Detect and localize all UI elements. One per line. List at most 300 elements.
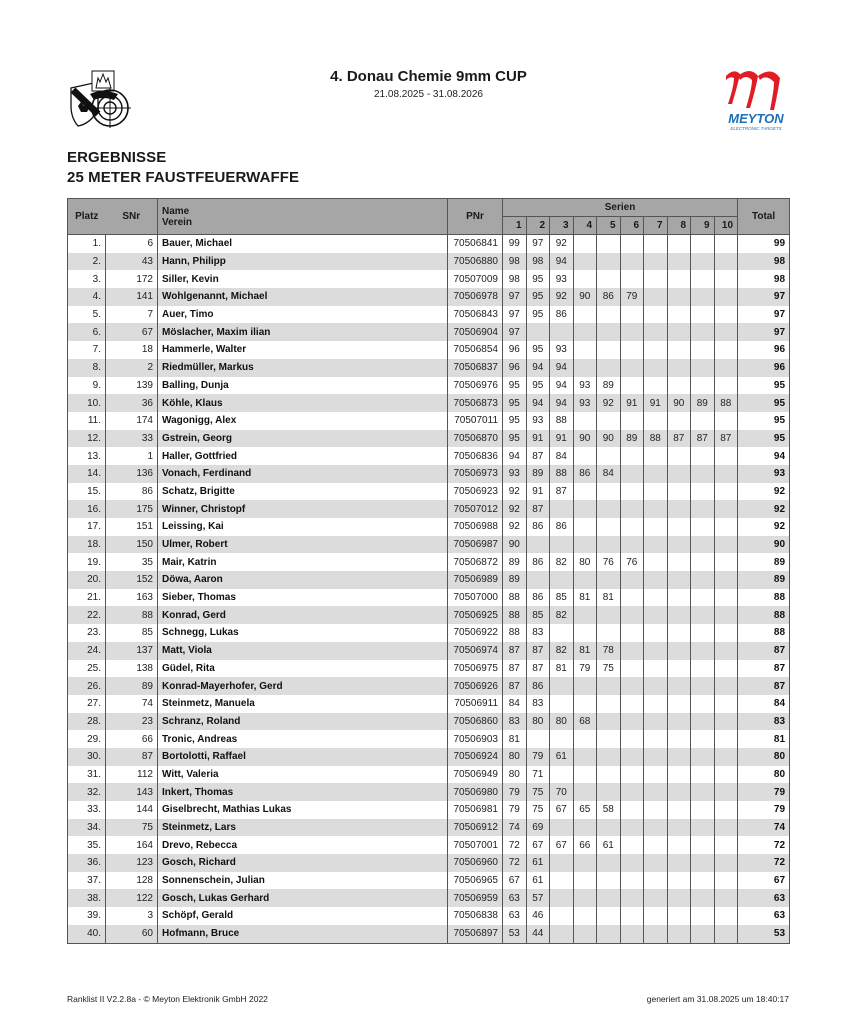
series-score-cell: [667, 589, 691, 607]
series-score-cell: [667, 483, 691, 501]
series-score-cell: 94: [550, 253, 574, 271]
series-score-cell: [550, 766, 574, 784]
table-row: [68, 536, 790, 554]
series-score-cell: [714, 766, 738, 784]
series-score-cell: 97: [503, 306, 527, 324]
total-score-cell: 97: [738, 323, 790, 341]
series-score-cell: 86: [526, 518, 550, 536]
series-score-cell: 86: [526, 677, 550, 695]
start-number-cell: 67: [106, 323, 158, 341]
series-score-cell: [620, 748, 644, 766]
column-header-name: Name: [162, 205, 190, 217]
pass-number-cell: 70506975: [448, 660, 503, 678]
series-score-cell: [714, 801, 738, 819]
shooter-name-cell: Riedmüller, Markus: [158, 359, 448, 377]
series-score-cell: [667, 819, 691, 837]
date-range: 21.08.2025 - 31.08.2026: [374, 89, 483, 100]
total-score-cell: 79: [738, 783, 790, 801]
series-score-cell: [714, 306, 738, 324]
pass-number-cell: 70506960: [448, 854, 503, 872]
start-number-cell: 175: [106, 500, 158, 518]
pass-number-cell: 70506989: [448, 571, 503, 589]
series-score-cell: [714, 483, 738, 501]
rank-cell: 34.: [68, 819, 106, 837]
rank-cell: 10.: [68, 394, 106, 412]
series-score-cell: [667, 536, 691, 554]
series-score-cell: [550, 730, 574, 748]
series-score-cell: [573, 925, 597, 943]
column-header-snr: SNr: [106, 199, 158, 235]
series-score-cell: [667, 695, 691, 713]
rank-cell: 37.: [68, 872, 106, 890]
series-score-cell: [550, 677, 574, 695]
series-score-cell: [691, 288, 715, 306]
column-header-series-9: 9: [691, 217, 715, 235]
total-score-cell: 95: [738, 412, 790, 430]
series-score-cell: 98: [503, 253, 527, 271]
total-score-cell: 92: [738, 483, 790, 501]
shooter-name-cell: Matt, Viola: [158, 642, 448, 660]
total-score-cell: 98: [738, 253, 790, 271]
series-score-cell: 63: [503, 889, 527, 907]
series-score-cell: [667, 783, 691, 801]
table-row: [68, 253, 790, 271]
series-score-cell: [620, 359, 644, 377]
column-header-platz: Platz: [68, 199, 106, 235]
series-score-cell: [714, 836, 738, 854]
series-score-cell: [691, 341, 715, 359]
series-score-cell: 53: [503, 925, 527, 943]
series-score-cell: [597, 571, 621, 589]
series-score-cell: [620, 323, 644, 341]
series-score-cell: 98: [503, 270, 527, 288]
pass-number-cell: 70506981: [448, 801, 503, 819]
series-score-cell: 79: [573, 660, 597, 678]
shooter-name-cell: Haller, Gottfried: [158, 447, 448, 465]
series-score-cell: [597, 925, 621, 943]
series-score-cell: [550, 872, 574, 890]
series-score-cell: 88: [714, 394, 738, 412]
shooter-name-cell: Konrad-Mayerhofer, Gerd: [158, 677, 448, 695]
series-score-cell: 94: [550, 394, 574, 412]
series-score-cell: [620, 783, 644, 801]
meyton-brand: MEYTON: [728, 111, 784, 126]
pass-number-cell: 70506965: [448, 872, 503, 890]
pass-number-cell: 70507000: [448, 589, 503, 607]
series-score-cell: 91: [526, 430, 550, 448]
series-score-cell: [667, 447, 691, 465]
rank-cell: 11.: [68, 412, 106, 430]
series-score-cell: 65: [573, 801, 597, 819]
series-score-cell: 61: [526, 854, 550, 872]
series-score-cell: [644, 730, 668, 748]
table-row: [68, 235, 790, 253]
series-score-cell: [667, 323, 691, 341]
series-score-cell: [573, 270, 597, 288]
series-score-cell: [597, 341, 621, 359]
series-score-cell: [644, 801, 668, 819]
series-score-cell: 89: [503, 571, 527, 589]
series-score-cell: 85: [550, 589, 574, 607]
series-score-cell: [667, 235, 691, 253]
start-number-cell: 3: [106, 907, 158, 925]
rank-cell: 23.: [68, 624, 106, 642]
shooter-name-cell: Köhle, Klaus: [158, 394, 448, 412]
series-score-cell: 96: [503, 359, 527, 377]
series-score-cell: 89: [597, 377, 621, 395]
series-score-cell: 88: [503, 589, 527, 607]
series-score-cell: [691, 253, 715, 271]
rank-cell: 27.: [68, 695, 106, 713]
series-score-cell: [644, 571, 668, 589]
series-score-cell: [691, 323, 715, 341]
series-score-cell: [714, 606, 738, 624]
series-score-cell: [691, 412, 715, 430]
series-score-cell: [714, 253, 738, 271]
start-number-cell: 143: [106, 783, 158, 801]
series-score-cell: 81: [597, 589, 621, 607]
series-score-cell: [573, 783, 597, 801]
series-score-cell: 57: [526, 889, 550, 907]
start-number-cell: 88: [106, 606, 158, 624]
series-score-cell: [597, 677, 621, 695]
series-score-cell: [644, 925, 668, 943]
series-score-cell: 85: [526, 606, 550, 624]
start-number-cell: 7: [106, 306, 158, 324]
total-score-cell: 95: [738, 394, 790, 412]
rank-cell: 3.: [68, 270, 106, 288]
series-score-cell: [667, 748, 691, 766]
series-score-cell: [573, 500, 597, 518]
rank-cell: 15.: [68, 483, 106, 501]
shooter-name-cell: Leissing, Kai: [158, 518, 448, 536]
shooter-name-cell: Sonnenschein, Julian: [158, 872, 448, 890]
series-score-cell: [597, 412, 621, 430]
series-score-cell: [620, 447, 644, 465]
table-row: [68, 660, 790, 678]
series-score-cell: 80: [526, 713, 550, 731]
total-score-cell: 90: [738, 536, 790, 554]
pass-number-cell: 70506838: [448, 907, 503, 925]
total-score-cell: 67: [738, 872, 790, 890]
pass-number-cell: 70506837: [448, 359, 503, 377]
series-score-cell: [620, 642, 644, 660]
series-score-cell: [667, 836, 691, 854]
series-score-cell: [667, 606, 691, 624]
table-row: [68, 872, 790, 890]
series-score-cell: [644, 465, 668, 483]
series-score-cell: [573, 695, 597, 713]
pass-number-cell: 70506924: [448, 748, 503, 766]
series-score-cell: 83: [526, 624, 550, 642]
series-score-cell: [714, 235, 738, 253]
total-score-cell: 83: [738, 713, 790, 731]
total-score-cell: 97: [738, 306, 790, 324]
series-score-cell: [526, 323, 550, 341]
series-score-cell: [667, 889, 691, 907]
series-score-cell: [714, 713, 738, 731]
series-score-cell: [620, 819, 644, 837]
table-row: [68, 606, 790, 624]
series-score-cell: [573, 872, 597, 890]
table-row: [68, 323, 790, 341]
series-score-cell: [550, 323, 574, 341]
series-score-cell: [667, 412, 691, 430]
rank-cell: 19.: [68, 553, 106, 571]
series-score-cell: 79: [503, 801, 527, 819]
series-score-cell: [644, 854, 668, 872]
results-table: [67, 198, 790, 944]
series-score-cell: [550, 571, 574, 589]
series-score-cell: 81: [503, 730, 527, 748]
table-row: [68, 359, 790, 377]
shooter-name-cell: Schnegg, Lukas: [158, 624, 448, 642]
series-score-cell: 70: [550, 783, 574, 801]
series-score-cell: [644, 589, 668, 607]
series-score-cell: 67: [550, 801, 574, 819]
total-score-cell: 72: [738, 854, 790, 872]
series-score-cell: [714, 660, 738, 678]
pass-number-cell: 70506872: [448, 553, 503, 571]
series-score-cell: [550, 624, 574, 642]
series-score-cell: [597, 624, 621, 642]
rank-cell: 6.: [68, 323, 106, 341]
series-score-cell: [573, 306, 597, 324]
total-score-cell: 93: [738, 465, 790, 483]
series-score-cell: 90: [503, 536, 527, 554]
total-score-cell: 95: [738, 430, 790, 448]
rank-cell: 8.: [68, 359, 106, 377]
series-score-cell: [597, 323, 621, 341]
series-score-cell: 87: [691, 430, 715, 448]
total-score-cell: 80: [738, 748, 790, 766]
series-score-cell: [644, 235, 668, 253]
series-score-cell: [644, 483, 668, 501]
pass-number-cell: 70507012: [448, 500, 503, 518]
total-score-cell: 97: [738, 288, 790, 306]
series-score-cell: 84: [597, 465, 621, 483]
series-score-cell: 83: [526, 695, 550, 713]
series-score-cell: [620, 695, 644, 713]
series-score-cell: [714, 730, 738, 748]
series-score-cell: [550, 536, 574, 554]
series-score-cell: [550, 925, 574, 943]
series-score-cell: 87: [503, 677, 527, 695]
series-score-cell: [714, 819, 738, 837]
start-number-cell: 151: [106, 518, 158, 536]
rank-cell: 7.: [68, 341, 106, 359]
rank-cell: 30.: [68, 748, 106, 766]
series-score-cell: [620, 412, 644, 430]
table-row: [68, 695, 790, 713]
column-header-verein: Verein: [162, 216, 193, 228]
series-score-cell: [667, 854, 691, 872]
series-score-cell: [597, 483, 621, 501]
series-score-cell: 61: [526, 872, 550, 890]
series-score-cell: [644, 872, 668, 890]
shooter-name-cell: Sieber, Thomas: [158, 589, 448, 607]
series-score-cell: [597, 872, 621, 890]
series-score-cell: 75: [526, 801, 550, 819]
series-score-cell: [597, 306, 621, 324]
series-score-cell: [620, 270, 644, 288]
series-score-cell: [644, 642, 668, 660]
rank-cell: 20.: [68, 571, 106, 589]
table-row: [68, 854, 790, 872]
shooter-name-cell: Drevo, Rebecca: [158, 836, 448, 854]
series-score-cell: [644, 377, 668, 395]
series-score-cell: 87: [526, 500, 550, 518]
series-score-cell: [691, 836, 715, 854]
series-score-cell: 58: [597, 801, 621, 819]
series-score-cell: [550, 854, 574, 872]
series-score-cell: [667, 465, 691, 483]
series-score-cell: 91: [526, 483, 550, 501]
series-score-cell: [667, 359, 691, 377]
series-score-cell: [691, 925, 715, 943]
series-score-cell: 82: [550, 553, 574, 571]
series-score-cell: [714, 677, 738, 695]
series-score-cell: [691, 766, 715, 784]
rank-cell: 14.: [68, 465, 106, 483]
series-score-cell: 95: [526, 341, 550, 359]
series-score-cell: [620, 536, 644, 554]
series-score-cell: [644, 359, 668, 377]
results-heading: ERGEBNISSE: [67, 149, 167, 166]
series-score-cell: 93: [573, 377, 597, 395]
rank-cell: 31.: [68, 766, 106, 784]
series-score-cell: [573, 518, 597, 536]
series-score-cell: [714, 872, 738, 890]
rank-cell: 26.: [68, 677, 106, 695]
series-score-cell: [714, 783, 738, 801]
shooter-name-cell: Ulmer, Robert: [158, 536, 448, 554]
series-score-cell: [573, 359, 597, 377]
series-score-cell: [691, 748, 715, 766]
series-score-cell: [597, 447, 621, 465]
series-score-cell: [620, 377, 644, 395]
series-score-cell: [667, 642, 691, 660]
series-score-cell: 87: [526, 660, 550, 678]
series-score-cell: [573, 341, 597, 359]
series-score-cell: [667, 713, 691, 731]
series-score-cell: [691, 713, 715, 731]
series-score-cell: [573, 907, 597, 925]
total-score-cell: 98: [738, 270, 790, 288]
pass-number-cell: 70506974: [448, 642, 503, 660]
series-score-cell: [644, 836, 668, 854]
start-number-cell: 172: [106, 270, 158, 288]
series-score-cell: [667, 253, 691, 271]
total-score-cell: 88: [738, 606, 790, 624]
series-score-cell: [550, 819, 574, 837]
start-number-cell: 74: [106, 695, 158, 713]
series-score-cell: [691, 730, 715, 748]
series-score-cell: [620, 872, 644, 890]
table-row: [68, 766, 790, 784]
series-score-cell: 67: [550, 836, 574, 854]
series-score-cell: [597, 606, 621, 624]
table-row: [68, 500, 790, 518]
start-number-cell: 75: [106, 819, 158, 837]
pass-number-cell: 70506860: [448, 713, 503, 731]
series-score-cell: [620, 854, 644, 872]
table-row: [68, 518, 790, 536]
series-score-cell: [691, 465, 715, 483]
series-score-cell: 98: [526, 253, 550, 271]
shooter-name-cell: Hammerle, Walter: [158, 341, 448, 359]
series-score-cell: 72: [503, 854, 527, 872]
series-score-cell: [597, 713, 621, 731]
series-score-cell: [667, 660, 691, 678]
shooter-name-cell: Witt, Valeria: [158, 766, 448, 784]
series-score-cell: [691, 695, 715, 713]
series-score-cell: 94: [526, 394, 550, 412]
start-number-cell: 150: [106, 536, 158, 554]
series-score-cell: 93: [573, 394, 597, 412]
shooter-name-cell: Hofmann, Bruce: [158, 925, 448, 943]
table-row: [68, 836, 790, 854]
table-row: [68, 553, 790, 571]
series-score-cell: [620, 624, 644, 642]
series-score-cell: [667, 766, 691, 784]
start-number-cell: 174: [106, 412, 158, 430]
series-score-cell: 81: [573, 589, 597, 607]
pass-number-cell: 70506904: [448, 323, 503, 341]
series-score-cell: [714, 553, 738, 571]
series-score-cell: [597, 730, 621, 748]
series-score-cell: 95: [526, 306, 550, 324]
series-score-cell: [691, 907, 715, 925]
series-score-cell: [620, 713, 644, 731]
total-score-cell: 88: [738, 589, 790, 607]
rank-cell: 39.: [68, 907, 106, 925]
total-score-cell: 87: [738, 660, 790, 678]
series-score-cell: [691, 270, 715, 288]
total-score-cell: 63: [738, 907, 790, 925]
series-score-cell: 87: [503, 660, 527, 678]
table-row: [68, 730, 790, 748]
series-score-cell: 84: [503, 695, 527, 713]
series-score-cell: [620, 606, 644, 624]
series-score-cell: [597, 819, 621, 837]
pass-number-cell: 70506841: [448, 235, 503, 253]
series-score-cell: [597, 854, 621, 872]
rank-cell: 2.: [68, 253, 106, 271]
series-score-cell: [597, 359, 621, 377]
series-score-cell: 89: [503, 553, 527, 571]
column-header-series-5: 5: [597, 217, 621, 235]
table-row: [68, 889, 790, 907]
series-score-cell: [714, 500, 738, 518]
svg-text:ELECTRONIC TARGETS: ELECTRONIC TARGETS: [730, 126, 782, 131]
series-score-cell: 80: [550, 713, 574, 731]
pass-number-cell: 70507001: [448, 836, 503, 854]
start-number-cell: 18: [106, 341, 158, 359]
series-score-cell: [620, 801, 644, 819]
series-score-cell: [644, 907, 668, 925]
series-score-cell: [714, 465, 738, 483]
total-score-cell: 72: [738, 836, 790, 854]
series-score-cell: [597, 695, 621, 713]
rank-cell: 29.: [68, 730, 106, 748]
series-score-cell: 67: [503, 872, 527, 890]
start-number-cell: 136: [106, 465, 158, 483]
series-score-cell: [597, 536, 621, 554]
series-score-cell: 67: [526, 836, 550, 854]
series-score-cell: [644, 660, 668, 678]
pass-number-cell: 70506980: [448, 783, 503, 801]
